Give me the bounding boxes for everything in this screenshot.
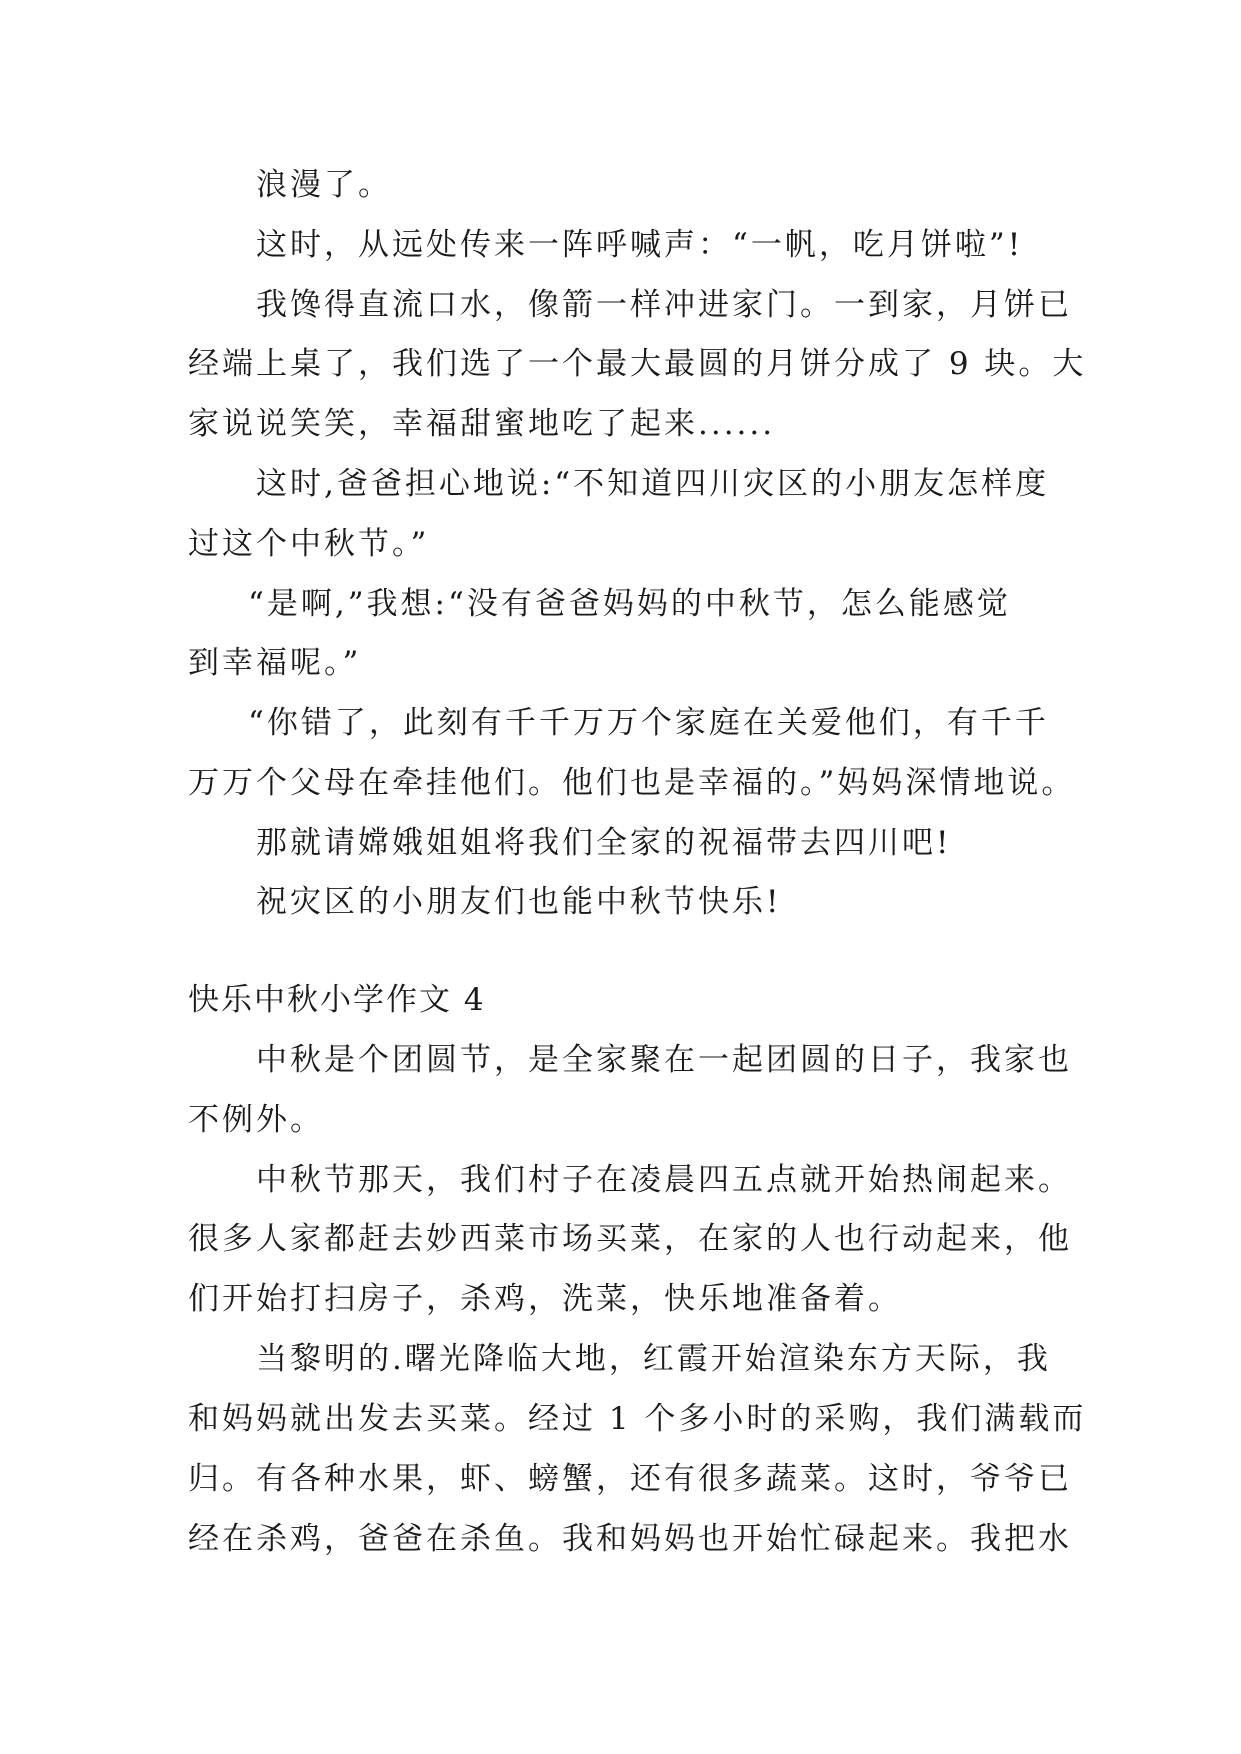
text-line: 家说说笑笑，幸福甜蜜地吃了起来......: [188, 406, 776, 442]
text-line: 经在杀鸡，爸爸在杀鱼。我和妈妈也开始忙碌起来。我把水: [188, 1521, 1072, 1557]
text-line: 这时，从远处传来一阵呼喊声：“一帆，吃月饼啦”!: [256, 227, 1024, 263]
text-line: “你错了，此刻有千千万万个家庭在关爱他们，有千千: [248, 705, 1049, 741]
section-title: 快乐中秋小学作文 4: [188, 982, 486, 1018]
text-line: 和妈妈就出发去买菜。经过 1 个多小时的采购，我们满载而: [188, 1401, 1087, 1437]
text-line: 这时,爸爸担心地说:“不知道四川灾区的小朋友怎样度: [256, 466, 1050, 502]
text-line: 我馋得直流口水，像箭一样冲进家门。一到家，月饼已: [256, 287, 1072, 323]
text-line: 过这个中秋节。”: [188, 526, 430, 562]
text-line: 那就请嫦娥姐姐将我们全家的祝福带去四川吧!: [256, 825, 952, 861]
text-line: 万万个父母在牵挂他们。他们也是幸福的。”妈妈深情地说。: [188, 765, 1076, 801]
text-line: 归。有各种水果，虾、螃蟹，还有很多蔬菜。这时，爷爷已: [188, 1461, 1072, 1497]
text-line: 经端上桌了，我们选了一个最大最圆的月饼分成了 9 块。大: [188, 346, 1087, 382]
text-line: 浪漫了。: [256, 167, 392, 203]
text-line: 很多人家都赶去妙西菜市场买菜，在家的人也行动起来，他: [188, 1221, 1072, 1257]
text-line: 中秋节那天，我们村子在凌晨四五点就开始热闹起来。: [256, 1162, 1072, 1198]
text-line: 们开始打扫房子，杀鸡，洗菜，快乐地准备着。: [188, 1281, 902, 1317]
text-line: 到幸福呢。”: [188, 645, 362, 681]
text-line: 祝灾区的小朋友们也能中秋节快乐!: [256, 884, 782, 920]
text-line: 不例外。: [188, 1102, 324, 1138]
text-line: 中秋是个团圆节，是全家聚在一起团圆的日子，我家也: [256, 1042, 1072, 1078]
text-line: 当黎明的.曙光降临大地，红霞开始渲染东方天际，我: [256, 1341, 1051, 1377]
text-line: “是啊,”我想:“没有爸爸妈妈的中秋节，怎么能感觉: [248, 586, 1011, 622]
